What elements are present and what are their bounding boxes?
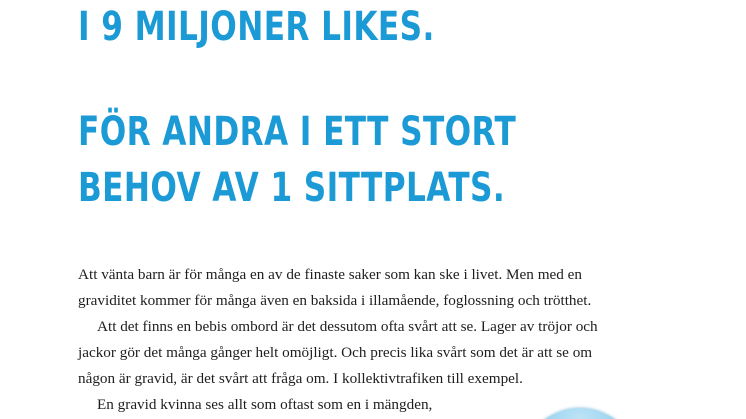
headline-line-2: FÖR ANDRA I ETT STORT (78, 109, 517, 155)
paragraph-2-line-1: Att det finns en bebis ombord är det dessutom ofta svårt att se. Lager av tröjor och (97, 318, 598, 335)
headline-line-1: I 9 MILJONER LIKES. (78, 4, 435, 50)
paragraph-1-line-1: Att vänta barn är för många en av de finaste saker som kan ske i livet. Men med en (78, 266, 582, 283)
paragraph-3-line-1: En gravid kvinna ses allt som oftast som en i mängden, (97, 396, 433, 413)
headline-line-3: BEHOV AV 1 SITTPLATS. (78, 165, 506, 211)
paragraph-1-line-2: graviditet kommer för många även en baksida i illamående, foglossning och trötthet. (78, 292, 592, 309)
paragraph-2-line-3: någon är gravid, är det svårt att fråga om. I kollektivtrafiken till exempel. (78, 370, 523, 387)
paragraph-2-line-2: jackor gör det många gånger helt omöjligt. Och precis lika svårt som det är att se om (78, 344, 593, 361)
